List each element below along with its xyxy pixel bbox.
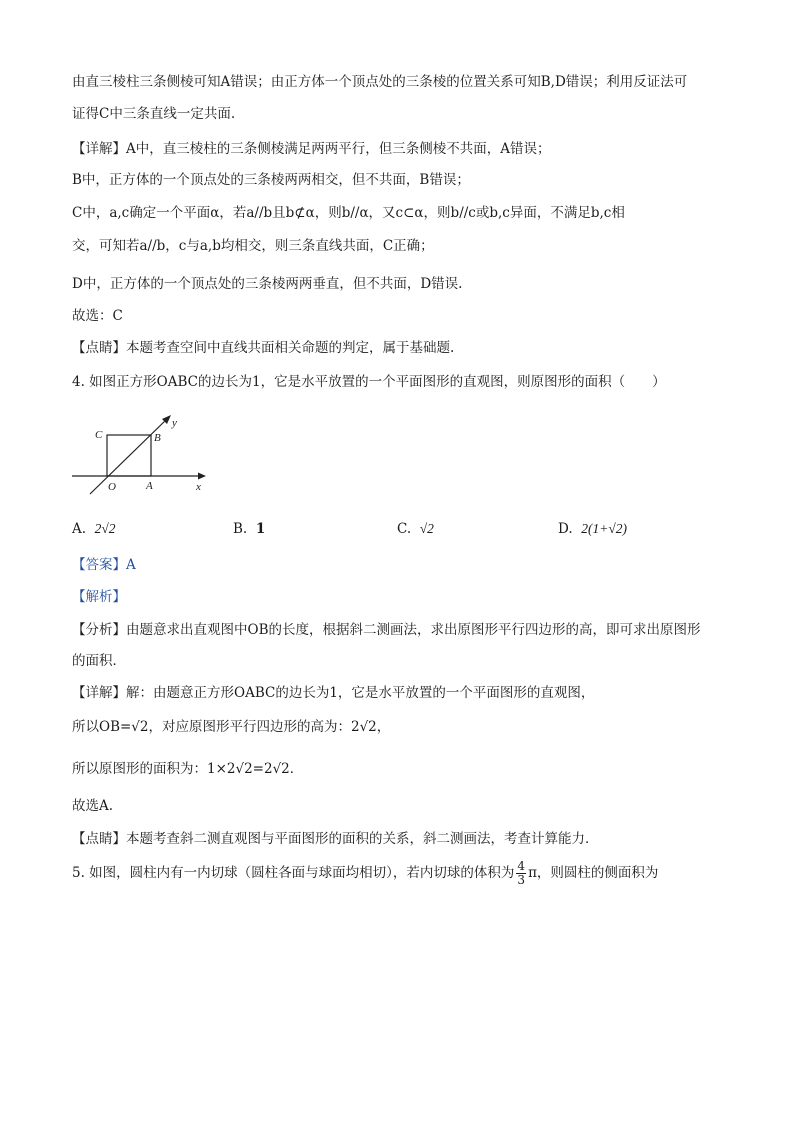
question-5-text-end: π，则圆柱的侧面积为 [528,865,659,881]
text-line: D中，正方体的一个顶点处的三条棱两两垂直，但不共面，D错误. [72,276,463,292]
analysis-line: 【分析】由题意求出直观图中OB的长度，根据斜二测画法，求出原图形平行四边形的高，即可求出原图形 [72,622,701,638]
text-line: B中，正方体的一个顶点处的三条棱两两相交，但不共面，B错误； [72,172,470,188]
answer-heading: 【答案】A [72,557,136,573]
option-c-value: √2 [419,521,434,536]
label-c: C [95,429,103,441]
label-x: x [196,481,201,493]
option-b-label: B. [233,521,248,537]
detail-line: 故选A. [72,798,114,814]
question-5-text: 5. 如图，圆柱内有一内切球（圆柱各面与球面均相切），若内切球的体积为 [72,865,515,881]
detail-line: 【详解】A中，直三棱柱的三条侧棱满足两两平行，但三条侧棱不共面，A错误； [72,141,551,157]
option-c [397,518,434,540]
oblique-view-figure [68,410,218,500]
analysis-heading: 【解析】 [72,589,126,605]
analysis-line: 的面积． [72,653,126,669]
option-d-label: D. [558,521,573,537]
option-c-label: C. [397,521,412,537]
option-d-value: 2(1+√2) [581,521,627,536]
option-a-label: A. [72,521,87,537]
text-line: 交，可知若a//b，c与a,b均相交，则三条直线共面，C正确； [72,238,434,254]
text-line: C中，a,c确定一个平面α，若a//b且b⊄α，则b//α，又c⊂α，则b//c或b,c异面，不满足b,c相 [72,205,625,221]
label-b: B [154,432,161,444]
comment-line: 【点睛】本题考查斜二测直观图与平面图形的面积的关系，斜二测画法，考查计算能力． [72,831,599,847]
question-5 [72,860,658,887]
option-a [72,518,116,540]
option-d [558,518,627,540]
label-a: A [146,480,153,492]
option-a-value: 2√2 [94,521,116,536]
label-y: y [172,417,177,429]
volume-fraction [516,860,526,887]
detail-line: 【详解】解：由题意正方形OABC的边长为1，它是水平放置的一个平面图形的直观图， [72,685,595,701]
detail-line: 所以OB=√2，对应原图形平行四边形的高为：2√2， [72,719,391,735]
fraction-numerator: 4 [517,859,526,873]
question-4: 4. 如图正方形OABC的边长为1，它是水平放置的一个平面图形的直观图，则原图形的面积（ ） [72,374,666,390]
fraction-denominator: 3 [517,873,526,887]
option-b-value: 1 [255,521,266,537]
label-o: O [108,481,116,493]
text-line: 由直三棱柱三条侧棱可知A错误；由正方体一个顶点处的三条棱的位置关系可知B,D错误；利用反证法可 [72,74,688,90]
text-line: 故选：C [72,308,123,324]
option-b [233,518,265,540]
comment-line: 【点睛】本题考查空间中直线共面相关命题的判定，属于基础题. [72,340,455,356]
x-axis-arrow-icon [198,473,206,480]
text-line: 证得C中三条直线一定共面. [72,106,236,122]
detail-line: 所以原图形的面积为：1×2√2=2√2． [72,761,304,777]
